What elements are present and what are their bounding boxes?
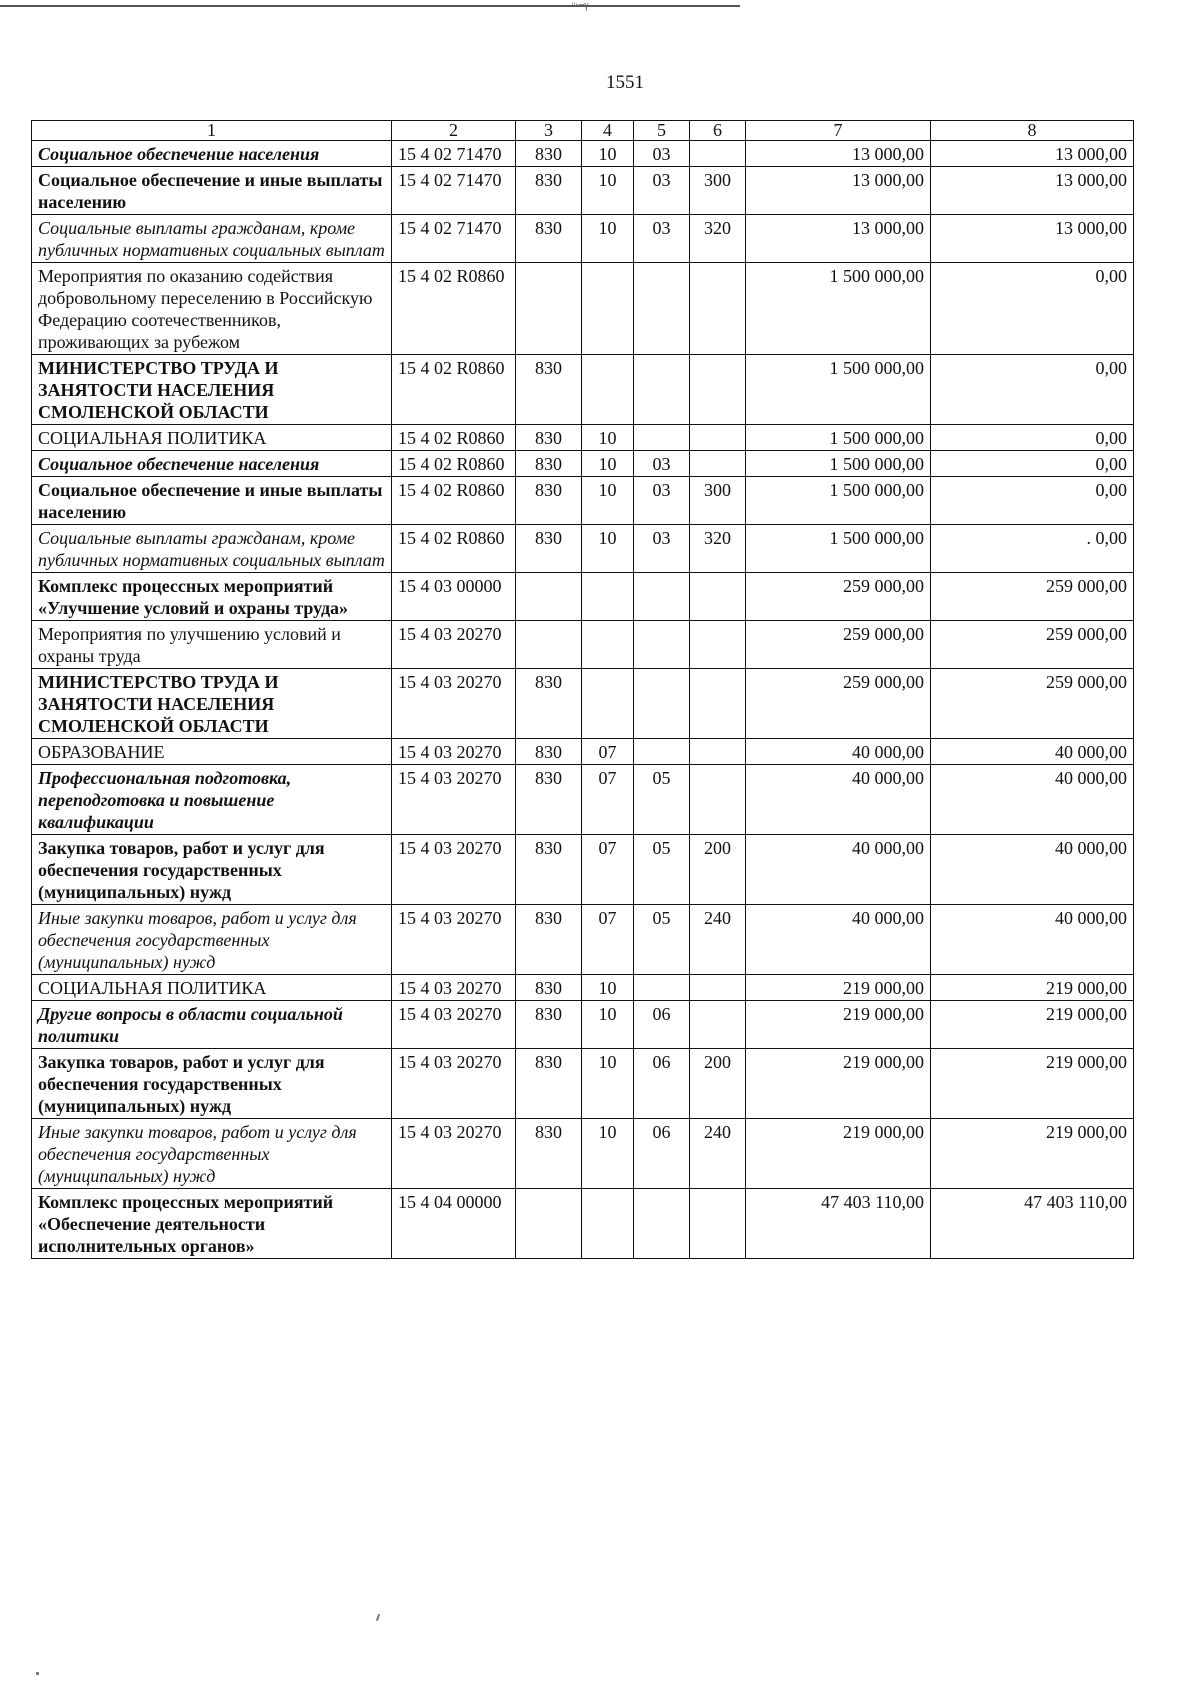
cell-amount-2: 259 000,00 bbox=[931, 621, 1134, 669]
budget-table bbox=[31, 120, 1134, 1259]
cell-name: Мероприятия по улучшению условий и охраны труда bbox=[32, 621, 392, 669]
cell-subsection bbox=[634, 669, 690, 739]
cell-amount-2: 13 000,00 bbox=[931, 167, 1134, 215]
cell-amount-2: 0,00 bbox=[931, 451, 1134, 477]
cell-section: 10 bbox=[582, 1119, 634, 1189]
cell-name: Закупка товаров, работ и услуг для обеспечения государственных (муниципальных) нужд bbox=[32, 1049, 392, 1119]
cell-expense-type: 300 bbox=[690, 167, 746, 215]
table-row bbox=[32, 765, 1134, 835]
cell-expense-type: 300 bbox=[690, 477, 746, 525]
cell-code: 15 4 03 00000 bbox=[392, 573, 516, 621]
cell-code: 15 4 02 R0860 bbox=[392, 425, 516, 451]
cell-amount-1: 1 500 000,00 bbox=[746, 451, 931, 477]
cell-amount-2: 0,00 bbox=[931, 425, 1134, 451]
cell-amount-1: 259 000,00 bbox=[746, 669, 931, 739]
cell-amount-1: 219 000,00 bbox=[746, 1049, 931, 1119]
cell-expense-type: 200 bbox=[690, 1049, 746, 1119]
cell-amount-1: 13 000,00 bbox=[746, 167, 931, 215]
table-row bbox=[32, 739, 1134, 765]
header-col-3: 3 bbox=[516, 121, 582, 141]
cell-section bbox=[582, 263, 634, 355]
cell-amount-2: 40 000,00 bbox=[931, 765, 1134, 835]
cell-subsection bbox=[634, 975, 690, 1001]
cell-name: МИНИСТЕРСТВО ТРУДА И ЗАНЯТОСТИ НАСЕЛЕНИЯ СМОЛЕНСКОЙ ОБЛАСТИ bbox=[32, 669, 392, 739]
cell-name: Профессиональная подготовка, переподготовка и повышение квалификации bbox=[32, 765, 392, 835]
top-rule bbox=[0, 5, 740, 7]
cell-code: 15 4 02 R0860 bbox=[392, 263, 516, 355]
cell-admin: 830 bbox=[516, 975, 582, 1001]
cell-expense-type bbox=[690, 573, 746, 621]
cell-amount-2: 13 000,00 bbox=[931, 141, 1134, 167]
cell-amount-1: 1 500 000,00 bbox=[746, 425, 931, 451]
cell-name: Социальное обеспечение и иные выплаты населению bbox=[32, 477, 392, 525]
cell-expense-type bbox=[690, 621, 746, 669]
cell-subsection: 06 bbox=[634, 1049, 690, 1119]
cell-admin bbox=[516, 263, 582, 355]
cell-amount-1: 219 000,00 bbox=[746, 1001, 931, 1049]
cell-admin: 830 bbox=[516, 477, 582, 525]
cell-subsection bbox=[634, 263, 690, 355]
cell-name: Социальное обеспечение населения bbox=[32, 141, 392, 167]
table-row bbox=[32, 1189, 1134, 1259]
cell-expense-type: 240 bbox=[690, 905, 746, 975]
cell-expense-type bbox=[690, 739, 746, 765]
header-col-8: 8 bbox=[931, 121, 1134, 141]
cell-code: 15 4 03 20270 bbox=[392, 905, 516, 975]
cell-amount-2: 219 000,00 bbox=[931, 1119, 1134, 1189]
cell-subsection bbox=[634, 425, 690, 451]
cell-amount-2: 219 000,00 bbox=[931, 1001, 1134, 1049]
header-col-6: 6 bbox=[690, 121, 746, 141]
table-row bbox=[32, 451, 1134, 477]
cell-subsection: 05 bbox=[634, 835, 690, 905]
cell-expense-type bbox=[690, 355, 746, 425]
cell-subsection: 05 bbox=[634, 905, 690, 975]
table-row bbox=[32, 477, 1134, 525]
cell-expense-type bbox=[690, 765, 746, 835]
cell-amount-1: 1 500 000,00 bbox=[746, 477, 931, 525]
cell-admin: 830 bbox=[516, 905, 582, 975]
cell-name: Закупка товаров, работ и услуг для обеспечения государственных (муниципальных) нужд bbox=[32, 835, 392, 905]
cell-section: 10 bbox=[582, 167, 634, 215]
cell-code: 15 4 03 20270 bbox=[392, 669, 516, 739]
table-row bbox=[32, 1119, 1134, 1189]
header-col-5: 5 bbox=[634, 121, 690, 141]
cell-amount-2: 40 000,00 bbox=[931, 835, 1134, 905]
cell-admin: 830 bbox=[516, 167, 582, 215]
cell-expense-type bbox=[690, 425, 746, 451]
cell-expense-type: 240 bbox=[690, 1119, 746, 1189]
cell-subsection bbox=[634, 739, 690, 765]
cell-section bbox=[582, 1189, 634, 1259]
table-row bbox=[32, 525, 1134, 573]
cell-section: 10 bbox=[582, 425, 634, 451]
cell-section bbox=[582, 621, 634, 669]
header-col-4: 4 bbox=[582, 121, 634, 141]
table-row bbox=[32, 355, 1134, 425]
cell-expense-type bbox=[690, 263, 746, 355]
cell-amount-2: 40 000,00 bbox=[931, 905, 1134, 975]
cell-admin: 830 bbox=[516, 765, 582, 835]
table-header-row bbox=[32, 121, 1134, 141]
cell-amount-2: . 0,00 bbox=[931, 525, 1134, 573]
cell-expense-type: 200 bbox=[690, 835, 746, 905]
cell-admin: 830 bbox=[516, 425, 582, 451]
cell-subsection bbox=[634, 621, 690, 669]
header-col-2: 2 bbox=[392, 121, 516, 141]
table-row bbox=[32, 669, 1134, 739]
cell-amount-1: 219 000,00 bbox=[746, 975, 931, 1001]
cell-section: 10 bbox=[582, 975, 634, 1001]
cell-admin bbox=[516, 1189, 582, 1259]
table-row bbox=[32, 141, 1134, 167]
cell-code: 15 4 02 R0860 bbox=[392, 477, 516, 525]
cell-admin: 830 bbox=[516, 1049, 582, 1119]
cell-amount-2: 0,00 bbox=[931, 477, 1134, 525]
cell-section: 10 bbox=[582, 215, 634, 263]
cell-section: 07 bbox=[582, 739, 634, 765]
cell-section: 10 bbox=[582, 141, 634, 167]
cell-expense-type bbox=[690, 975, 746, 1001]
table-row bbox=[32, 1001, 1134, 1049]
cell-amount-2: 0,00 bbox=[931, 263, 1134, 355]
cell-amount-1: 1 500 000,00 bbox=[746, 355, 931, 425]
cell-section bbox=[582, 573, 634, 621]
page-number: 1551 bbox=[606, 72, 644, 93]
cell-amount-1: 40 000,00 bbox=[746, 765, 931, 835]
cell-subsection: 06 bbox=[634, 1119, 690, 1189]
cell-expense-type: 320 bbox=[690, 215, 746, 263]
cell-amount-1: 13 000,00 bbox=[746, 215, 931, 263]
cell-amount-1: 259 000,00 bbox=[746, 621, 931, 669]
cell-admin: 830 bbox=[516, 141, 582, 167]
cell-amount-2: 219 000,00 bbox=[931, 975, 1134, 1001]
cell-subsection: 03 bbox=[634, 167, 690, 215]
cell-name: Мероприятия по оказанию содействия добровольному переселению в Российскую Федерацию соотечественников, проживающих за рубежом bbox=[32, 263, 392, 355]
cell-amount-2: 13 000,00 bbox=[931, 215, 1134, 263]
table-row bbox=[32, 573, 1134, 621]
scan-speck bbox=[376, 1614, 380, 1621]
cell-code: 15 4 03 20270 bbox=[392, 1049, 516, 1119]
cell-section: 07 bbox=[582, 765, 634, 835]
top-scan-mark: ᵖ·¬γ bbox=[572, 0, 589, 11]
cell-subsection: 03 bbox=[634, 525, 690, 573]
cell-code: 15 4 04 00000 bbox=[392, 1189, 516, 1259]
cell-subsection: 06 bbox=[634, 1001, 690, 1049]
cell-admin: 830 bbox=[516, 451, 582, 477]
cell-amount-2: 47 403 110,00 bbox=[931, 1189, 1134, 1259]
cell-amount-1: 219 000,00 bbox=[746, 1119, 931, 1189]
cell-section: 10 bbox=[582, 525, 634, 573]
cell-name: Социальное обеспечение населения bbox=[32, 451, 392, 477]
cell-code: 15 4 03 20270 bbox=[392, 739, 516, 765]
cell-name: МИНИСТЕРСТВО ТРУДА И ЗАНЯТОСТИ НАСЕЛЕНИЯ СМОЛЕНСКОЙ ОБЛАСТИ bbox=[32, 355, 392, 425]
cell-code: 15 4 03 20270 bbox=[392, 1119, 516, 1189]
cell-expense-type bbox=[690, 451, 746, 477]
cell-subsection bbox=[634, 573, 690, 621]
cell-code: 15 4 03 20270 bbox=[392, 975, 516, 1001]
cell-expense-type: 320 bbox=[690, 525, 746, 573]
cell-code: 15 4 02 71470 bbox=[392, 141, 516, 167]
cell-subsection bbox=[634, 355, 690, 425]
cell-amount-1: 40 000,00 bbox=[746, 739, 931, 765]
table-row bbox=[32, 263, 1134, 355]
cell-subsection: 03 bbox=[634, 451, 690, 477]
cell-subsection bbox=[634, 1189, 690, 1259]
cell-admin: 830 bbox=[516, 739, 582, 765]
cell-amount-2: 219 000,00 bbox=[931, 1049, 1134, 1119]
cell-code: 15 4 02 R0860 bbox=[392, 355, 516, 425]
cell-admin: 830 bbox=[516, 355, 582, 425]
cell-admin bbox=[516, 621, 582, 669]
cell-amount-2: 0,00 bbox=[931, 355, 1134, 425]
cell-amount-1: 47 403 110,00 bbox=[746, 1189, 931, 1259]
cell-amount-2: 259 000,00 bbox=[931, 573, 1134, 621]
cell-admin: 830 bbox=[516, 215, 582, 263]
cell-name: Социальное обеспечение и иные выплаты населению bbox=[32, 167, 392, 215]
cell-subsection: 03 bbox=[634, 215, 690, 263]
cell-subsection: 03 bbox=[634, 141, 690, 167]
cell-name: СОЦИАЛЬНАЯ ПОЛИТИКА bbox=[32, 975, 392, 1001]
cell-admin: 830 bbox=[516, 525, 582, 573]
cell-name: ОБРАЗОВАНИЕ bbox=[32, 739, 392, 765]
table-row bbox=[32, 215, 1134, 263]
cell-admin: 830 bbox=[516, 1119, 582, 1189]
cell-amount-1: 1 500 000,00 bbox=[746, 525, 931, 573]
cell-name: Социальные выплаты гражданам, кроме публичных нормативных социальных выплат bbox=[32, 525, 392, 573]
cell-section: 10 bbox=[582, 1001, 634, 1049]
cell-code: 15 4 03 20270 bbox=[392, 1001, 516, 1049]
cell-expense-type bbox=[690, 1189, 746, 1259]
table-row bbox=[32, 425, 1134, 451]
table-row bbox=[32, 621, 1134, 669]
cell-expense-type bbox=[690, 1001, 746, 1049]
cell-name: Другие вопросы в области социальной политики bbox=[32, 1001, 392, 1049]
cell-code: 15 4 02 71470 bbox=[392, 215, 516, 263]
table-row bbox=[32, 835, 1134, 905]
cell-subsection: 03 bbox=[634, 477, 690, 525]
header-col-7: 7 bbox=[746, 121, 931, 141]
cell-section bbox=[582, 669, 634, 739]
cell-amount-1: 40 000,00 bbox=[746, 835, 931, 905]
table-row bbox=[32, 905, 1134, 975]
header-col-1: 1 bbox=[32, 121, 392, 141]
table-row bbox=[32, 975, 1134, 1001]
cell-name: Иные закупки товаров, работ и услуг для обеспечения государственных (муниципальных) нужд bbox=[32, 905, 392, 975]
cell-amount-2: 40 000,00 bbox=[931, 739, 1134, 765]
cell-amount-1: 259 000,00 bbox=[746, 573, 931, 621]
cell-admin: 830 bbox=[516, 835, 582, 905]
cell-name: Комплекс процессных мероприятий «Улучшение условий и охраны труда» bbox=[32, 573, 392, 621]
cell-amount-1: 13 000,00 bbox=[746, 141, 931, 167]
cell-section bbox=[582, 355, 634, 425]
cell-name: Социальные выплаты гражданам, кроме публичных нормативных социальных выплат bbox=[32, 215, 392, 263]
cell-amount-2: 259 000,00 bbox=[931, 669, 1134, 739]
scan-speck bbox=[36, 1672, 39, 1675]
table-row bbox=[32, 167, 1134, 215]
cell-name: СОЦИАЛЬНАЯ ПОЛИТИКА bbox=[32, 425, 392, 451]
table-row bbox=[32, 1049, 1134, 1119]
cell-subsection: 05 bbox=[634, 765, 690, 835]
cell-section: 10 bbox=[582, 451, 634, 477]
cell-amount-1: 40 000,00 bbox=[746, 905, 931, 975]
cell-section: 10 bbox=[582, 477, 634, 525]
cell-section: 10 bbox=[582, 1049, 634, 1119]
cell-code: 15 4 03 20270 bbox=[392, 835, 516, 905]
cell-name: Комплекс процессных мероприятий «Обеспечение деятельности исполнительных органов» bbox=[32, 1189, 392, 1259]
cell-expense-type bbox=[690, 669, 746, 739]
cell-amount-1: 1 500 000,00 bbox=[746, 263, 931, 355]
cell-code: 15 4 02 R0860 bbox=[392, 525, 516, 573]
cell-admin bbox=[516, 573, 582, 621]
cell-code: 15 4 03 20270 bbox=[392, 621, 516, 669]
cell-admin: 830 bbox=[516, 1001, 582, 1049]
cell-code: 15 4 02 R0860 bbox=[392, 451, 516, 477]
cell-admin: 830 bbox=[516, 669, 582, 739]
cell-section: 07 bbox=[582, 835, 634, 905]
cell-name: Иные закупки товаров, работ и услуг для обеспечения государственных (муниципальных) нужд bbox=[32, 1119, 392, 1189]
table-body bbox=[32, 141, 1134, 1259]
cell-code: 15 4 02 71470 bbox=[392, 167, 516, 215]
cell-expense-type bbox=[690, 141, 746, 167]
cell-section: 07 bbox=[582, 905, 634, 975]
cell-code: 15 4 03 20270 bbox=[392, 765, 516, 835]
